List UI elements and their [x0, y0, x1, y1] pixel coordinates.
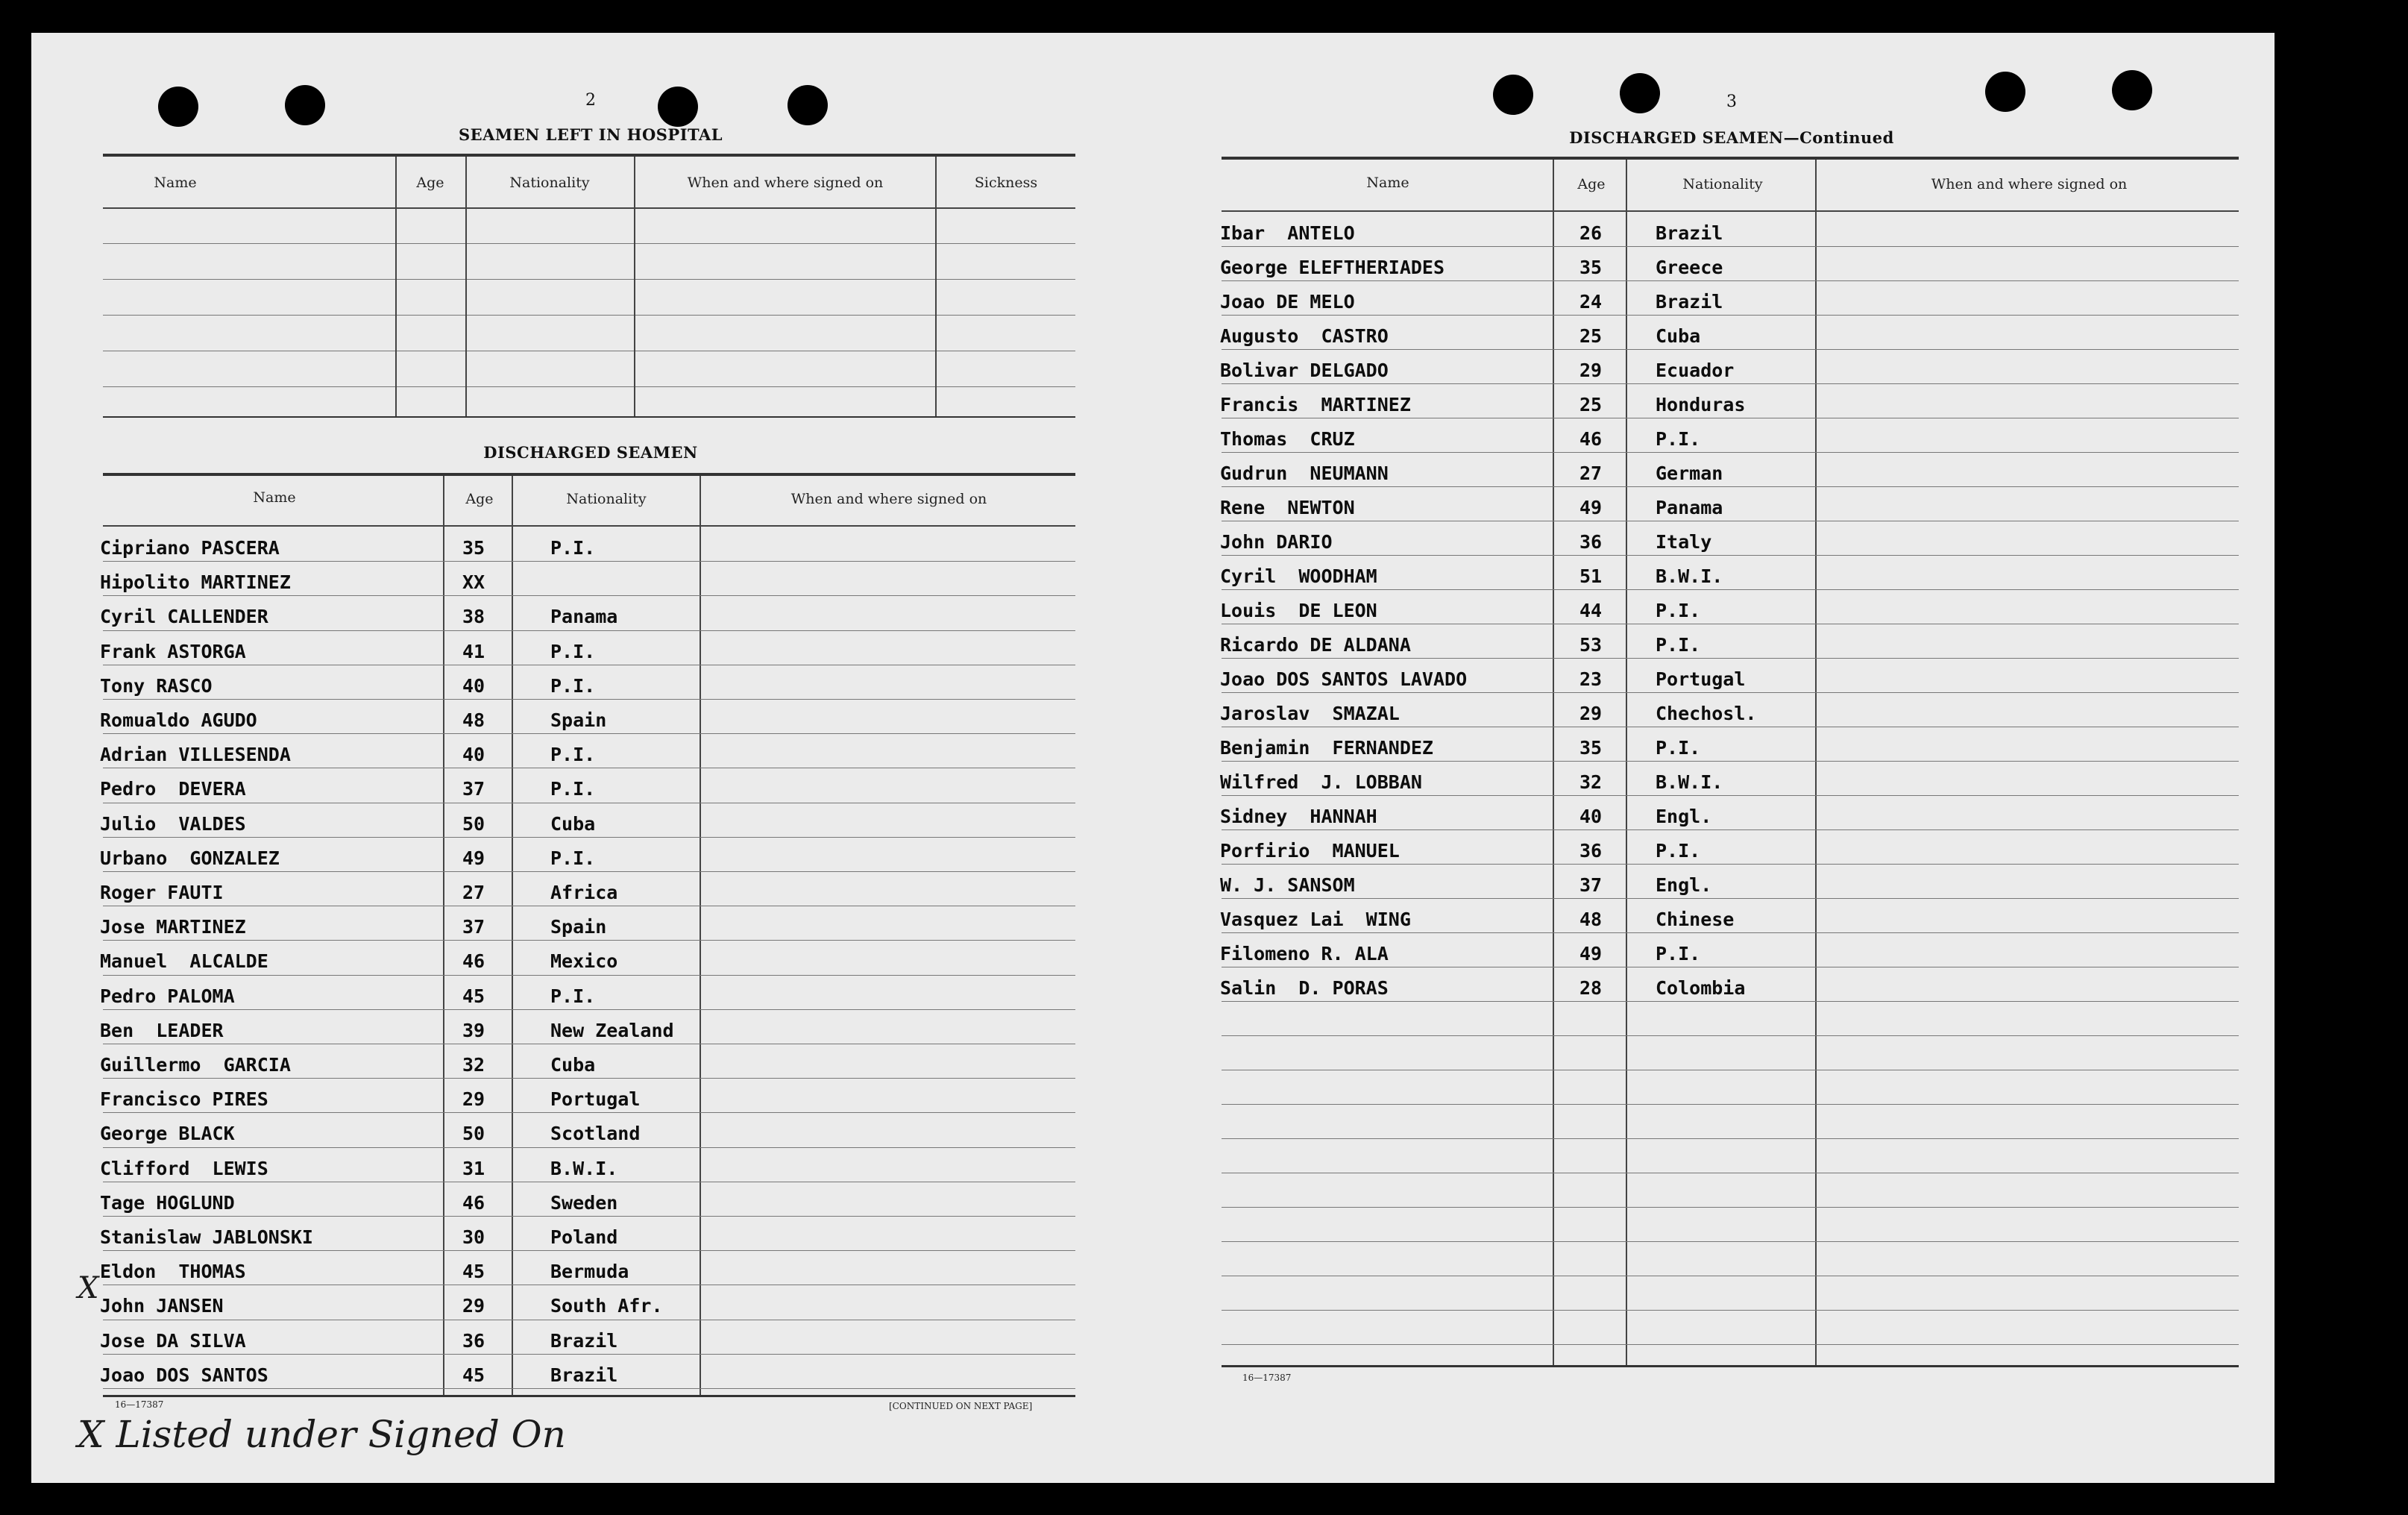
col-header-name: Name: [253, 489, 296, 506]
seaman-nationality: P.I.: [550, 985, 596, 1007]
seaman-name: John DARIO: [1220, 531, 1333, 553]
seaman-age: 32: [1579, 771, 1603, 793]
seaman-nationality: P.I.: [1656, 737, 1701, 759]
seaman-nationality: B.W.I.: [1656, 771, 1723, 793]
col-header-sickness: Sickness: [974, 175, 1038, 191]
seaman-nationality: Greece: [1656, 257, 1723, 278]
seaman-age: 24: [1579, 291, 1603, 313]
row-rule: [1222, 589, 2239, 590]
row-rule: [103, 1147, 1075, 1148]
seaman-name: Francis MARTINEZ: [1220, 394, 1411, 415]
seaman-name: Gudrun NEUMANN: [1220, 462, 1389, 484]
seaman-nationality: Bermuda: [550, 1261, 629, 1283]
seaman-age: 27: [462, 882, 485, 903]
seaman-name: Frank ASTORGA: [100, 640, 246, 662]
seaman-name: Jaroslav SMAZAL: [1220, 703, 1400, 724]
seaman-nationality: Scotland: [550, 1123, 641, 1145]
seaman-nationality: P.I.: [550, 640, 596, 662]
seaman-name: Wilfred J. LOBBAN: [1220, 771, 1422, 793]
seaman-age: 46: [1579, 428, 1603, 450]
seaman-nationality: Cuba: [550, 812, 596, 835]
seaman-nationality: Panama: [1656, 497, 1723, 518]
row-rule: [103, 279, 1075, 280]
seaman-nationality: Cuba: [550, 1054, 596, 1076]
seaman-name: Pedro DEVERA: [100, 778, 246, 800]
rule: [103, 154, 1075, 157]
seaman-age: 45: [462, 1364, 485, 1386]
seaman-age: 51: [1579, 565, 1603, 587]
col-header-age: Age: [465, 491, 494, 507]
seaman-age: 23: [1579, 668, 1603, 690]
seaman-nationality: Panama: [550, 606, 618, 628]
seaman-age: XX: [462, 571, 485, 594]
seaman-nationality: P.I.: [1656, 428, 1701, 450]
seaman-nationality: Engl.: [1656, 806, 1712, 827]
row-rule: [103, 1112, 1075, 1113]
seaman-name: Sidney HANNAH: [1220, 806, 1377, 827]
row-rule: [103, 386, 1075, 387]
row-rule: [1222, 315, 2239, 316]
seaman-nationality: Chinese: [1656, 909, 1735, 930]
seaman-nationality: Brazil: [550, 1364, 618, 1386]
seaman-nationality: Brazil: [550, 1329, 618, 1352]
seaman-nationality: South Afr.: [550, 1295, 663, 1317]
col-divider: [1815, 160, 1817, 1365]
row-rule: [1222, 1241, 2239, 1242]
seaman-age: 50: [462, 812, 485, 835]
seaman-nationality: Cuba: [1656, 325, 1701, 347]
seaman-name: Augusto CASTRO: [1220, 325, 1389, 347]
seaman-nationality: Spain: [550, 709, 607, 731]
seaman-nationality: Spain: [550, 916, 607, 938]
seaman-age: 28: [1579, 977, 1603, 999]
seaman-age: 44: [1579, 600, 1603, 621]
row-rule: [1222, 349, 2239, 350]
seaman-name: Julio VALDES: [100, 812, 246, 835]
seaman-nationality: German: [1656, 462, 1723, 484]
row-rule: [103, 1078, 1075, 1079]
row-rule: [103, 1009, 1075, 1010]
seaman-age: 29: [1579, 703, 1603, 724]
seaman-name: Ben LEADER: [100, 1019, 224, 1041]
seaman-name: Joao DOS SANTOS LAVADO: [1220, 668, 1468, 690]
col-divider: [1626, 160, 1627, 1365]
col-header-nationality: Nationality: [509, 175, 590, 191]
seaman-nationality: P.I.: [1656, 840, 1701, 862]
row-rule: [103, 1354, 1075, 1355]
seaman-name: Jose DA SILVA: [100, 1329, 246, 1352]
seaman-age: 29: [1579, 360, 1603, 381]
seaman-nationality: P.I.: [550, 537, 596, 559]
seaman-name: Rene NEWTON: [1220, 497, 1355, 518]
col-header-age: Age: [1577, 176, 1606, 192]
seaman-name: Guillermo GARCIA: [100, 1054, 291, 1076]
seaman-nationality: Poland: [550, 1226, 618, 1248]
row-rule: [103, 1216, 1075, 1217]
col-divider: [700, 476, 701, 1395]
col-header-signed-on: When and where signed on: [1931, 176, 2128, 192]
continued-note: [CONTINUED ON NEXT PAGE]: [889, 1401, 1033, 1411]
seaman-name: Thomas CRUZ: [1220, 428, 1355, 450]
header-rule: [103, 525, 1075, 527]
seaman-age: 45: [462, 1261, 485, 1283]
seaman-age: 31: [462, 1157, 485, 1179]
seaman-name: Cipriano PASCERA: [100, 537, 280, 559]
seaman-age: 36: [1579, 531, 1603, 553]
seaman-age: 35: [1579, 737, 1603, 759]
seaman-nationality: Brazil: [1656, 291, 1723, 313]
seaman-nationality: P.I.: [550, 778, 596, 800]
seaman-age: 32: [462, 1054, 485, 1076]
rule: [103, 473, 1075, 476]
seaman-name: George ELEFTHERIADES: [1220, 257, 1445, 278]
row-rule: [1222, 280, 2239, 281]
seaman-age: 50: [462, 1123, 485, 1145]
row-rule: [1222, 1207, 2239, 1208]
row-rule: [103, 975, 1075, 976]
seaman-age: 35: [462, 537, 485, 559]
seaman-nationality: Italy: [1656, 531, 1712, 553]
row-rule: [1222, 486, 2239, 487]
seaman-nationality: P.I.: [550, 847, 596, 869]
seaman-nationality: Sweden: [550, 1191, 618, 1214]
form-number: 16—17387: [115, 1399, 164, 1410]
row-rule: [1222, 555, 2239, 556]
col-divider: [512, 476, 513, 1395]
col-header-name: Name: [154, 175, 197, 191]
col-header-nationality: Nationality: [566, 491, 647, 507]
col-divider: [1553, 160, 1554, 1365]
seaman-name: Manuel ALCALDE: [100, 950, 268, 973]
seaman-age: 45: [462, 985, 485, 1007]
seaman-name: Joao DOS SANTOS: [100, 1364, 268, 1386]
right-page-number: 3: [1726, 92, 1737, 111]
col-divider: [465, 157, 467, 416]
seaman-name: Louis DE LEON: [1220, 600, 1377, 621]
seaman-name: Stanislaw JABLONSKI: [100, 1226, 313, 1248]
seaman-age: 40: [462, 744, 485, 766]
row-rule: [103, 1388, 1075, 1389]
seaman-age: 53: [1579, 634, 1603, 656]
col-header-signed-on: When and where signed on: [790, 491, 987, 507]
col-header-signed-on: When and where signed on: [687, 175, 884, 191]
seaman-age: 26: [1579, 222, 1603, 244]
row-rule: [103, 561, 1075, 562]
seaman-age: 37: [1579, 874, 1603, 896]
seaman-age: 48: [462, 709, 485, 731]
seaman-age: 48: [1579, 909, 1603, 930]
row-rule: [103, 315, 1075, 316]
seaman-name: Urbano GONZALEZ: [100, 847, 280, 869]
seaman-age: 25: [1579, 325, 1603, 347]
row-rule: [1222, 829, 2239, 830]
seaman-name: Cyril WOODHAM: [1220, 565, 1377, 587]
row-rule: [103, 699, 1075, 700]
seaman-name: Roger FAUTI: [100, 882, 224, 903]
seaman-name: George BLACK: [100, 1123, 235, 1145]
seaman-name: Hipolito MARTINEZ: [100, 571, 291, 594]
seaman-name: Ibar ANTELO: [1220, 222, 1355, 244]
row-rule: [103, 1250, 1075, 1251]
rule: [1222, 157, 2239, 160]
seaman-age: 27: [1579, 462, 1603, 484]
seaman-nationality: Portugal: [550, 1088, 641, 1111]
left-page-number: 2: [585, 91, 596, 110]
row-rule: [1222, 1035, 2239, 1036]
row-rule: [1222, 761, 2239, 762]
seaman-name: Jose MARTINEZ: [100, 916, 246, 938]
col-header-age: Age: [416, 175, 444, 191]
seaman-name: Salin D. PORAS: [1220, 977, 1389, 999]
seaman-age: 46: [462, 950, 485, 973]
row-rule: [1222, 1344, 2239, 1345]
seaman-name: Benjamin FERNANDEZ: [1220, 737, 1433, 759]
hospital-section-title: SEAMEN LEFT IN HOSPITAL: [458, 125, 723, 144]
seaman-nationality: Ecuador: [1656, 360, 1735, 381]
seaman-nationality: P.I.: [550, 744, 596, 766]
handwritten-note: X Listed under Signed On: [78, 1413, 566, 1456]
row-rule: [103, 595, 1075, 596]
row-rule: [1222, 898, 2239, 899]
seaman-name: Clifford LEWIS: [100, 1157, 268, 1179]
margin-check-mark: X: [78, 1271, 99, 1305]
seaman-name: Filomeno R. ALA: [1220, 943, 1389, 964]
col-divider: [935, 157, 937, 416]
seaman-nationality: Brazil: [1656, 222, 1723, 244]
discharged-section-title: DISCHARGED SEAMEN: [483, 443, 698, 462]
seaman-nationality: Africa: [550, 882, 618, 903]
seaman-nationality: Mexico: [550, 950, 618, 973]
seaman-name: Bolivar DELGADO: [1220, 360, 1389, 381]
row-rule: [103, 243, 1075, 244]
form-number: 16—17387: [1242, 1373, 1292, 1383]
row-rule: [1222, 1138, 2239, 1139]
row-rule: [103, 871, 1075, 872]
seaman-nationality: P.I.: [1656, 943, 1701, 964]
seaman-age: 35: [1579, 257, 1603, 278]
row-rule: [1222, 864, 2239, 865]
row-rule: [1222, 246, 2239, 247]
row-rule: [1222, 1001, 2239, 1002]
seaman-name: Eldon THOMAS: [100, 1261, 246, 1283]
seaman-nationality: B.W.I.: [1656, 565, 1723, 587]
rule: [103, 1395, 1075, 1397]
seaman-nationality: Honduras: [1656, 394, 1746, 415]
rule: [1222, 1365, 2239, 1367]
row-rule: [1222, 932, 2239, 933]
seaman-nationality: New Zealand: [550, 1019, 674, 1041]
row-rule: [103, 837, 1075, 838]
seaman-nationality: Portugal: [1656, 668, 1746, 690]
seaman-age: 41: [462, 640, 485, 662]
col-divider: [395, 157, 397, 416]
row-rule: [103, 940, 1075, 941]
col-divider: [443, 476, 444, 1395]
seaman-name: John JANSEN: [100, 1295, 224, 1317]
right-section-title: DISCHARGED SEAMEN—Continued: [1569, 128, 1894, 147]
seaman-age: 29: [462, 1088, 485, 1111]
row-rule: [1222, 452, 2239, 453]
seaman-name: Vasquez Lai WING: [1220, 909, 1411, 930]
seaman-age: 38: [462, 606, 485, 628]
seaman-age: 36: [462, 1329, 485, 1352]
seaman-age: 36: [1579, 840, 1603, 862]
seaman-name: Joao DE MELO: [1220, 291, 1355, 313]
seaman-name: Cyril CALLENDER: [100, 606, 268, 628]
seaman-age: 49: [1579, 497, 1603, 518]
seaman-name: Romualdo AGUDO: [100, 709, 257, 731]
row-rule: [1222, 658, 2239, 659]
seaman-name: Tony RASCO: [100, 674, 213, 697]
seaman-nationality: Colombia: [1656, 977, 1746, 999]
seaman-age: 25: [1579, 394, 1603, 415]
row-rule: [1222, 383, 2239, 384]
row-rule: [1222, 1104, 2239, 1105]
document-page: [31, 33, 2275, 1483]
seaman-nationality: Chechosl.: [1656, 703, 1757, 724]
row-rule: [1222, 692, 2239, 693]
seaman-age: 49: [1579, 943, 1603, 964]
seaman-age: 37: [462, 916, 485, 938]
seaman-age: 29: [462, 1295, 485, 1317]
seaman-age: 37: [462, 778, 485, 800]
seaman-name: W. J. SANSOM: [1220, 874, 1355, 896]
seaman-name: Francisco PIRES: [100, 1088, 268, 1111]
row-rule: [103, 733, 1075, 734]
seaman-name: Adrian VILLESENDA: [100, 744, 291, 766]
seaman-age: 49: [462, 847, 485, 869]
col-header-nationality: Nationality: [1682, 176, 1763, 192]
seaman-nationality: B.W.I.: [550, 1157, 618, 1179]
seaman-nationality: Engl.: [1656, 874, 1712, 896]
row-rule: [103, 416, 1075, 418]
seaman-name: Tage HOGLUND: [100, 1191, 235, 1214]
seaman-nationality: P.I.: [550, 674, 596, 697]
seaman-age: 46: [462, 1191, 485, 1214]
seaman-age: 30: [462, 1226, 485, 1248]
row-rule: [103, 630, 1075, 631]
seaman-nationality: P.I.: [1656, 600, 1701, 621]
row-rule: [1222, 1310, 2239, 1311]
seaman-name: Ricardo DE ALDANA: [1220, 634, 1411, 656]
col-divider: [634, 157, 635, 416]
header-rule: [103, 207, 1075, 209]
seaman-nationality: P.I.: [1656, 634, 1701, 656]
seaman-name: Pedro PALOMA: [100, 985, 235, 1007]
seaman-age: 40: [462, 674, 485, 697]
col-header-name: Name: [1366, 175, 1409, 191]
row-rule: [1222, 795, 2239, 796]
seaman-age: 40: [1579, 806, 1603, 827]
header-rule: [1222, 210, 2239, 212]
seaman-name: Porfirio MANUEL: [1220, 840, 1400, 862]
seaman-age: 39: [462, 1019, 485, 1041]
